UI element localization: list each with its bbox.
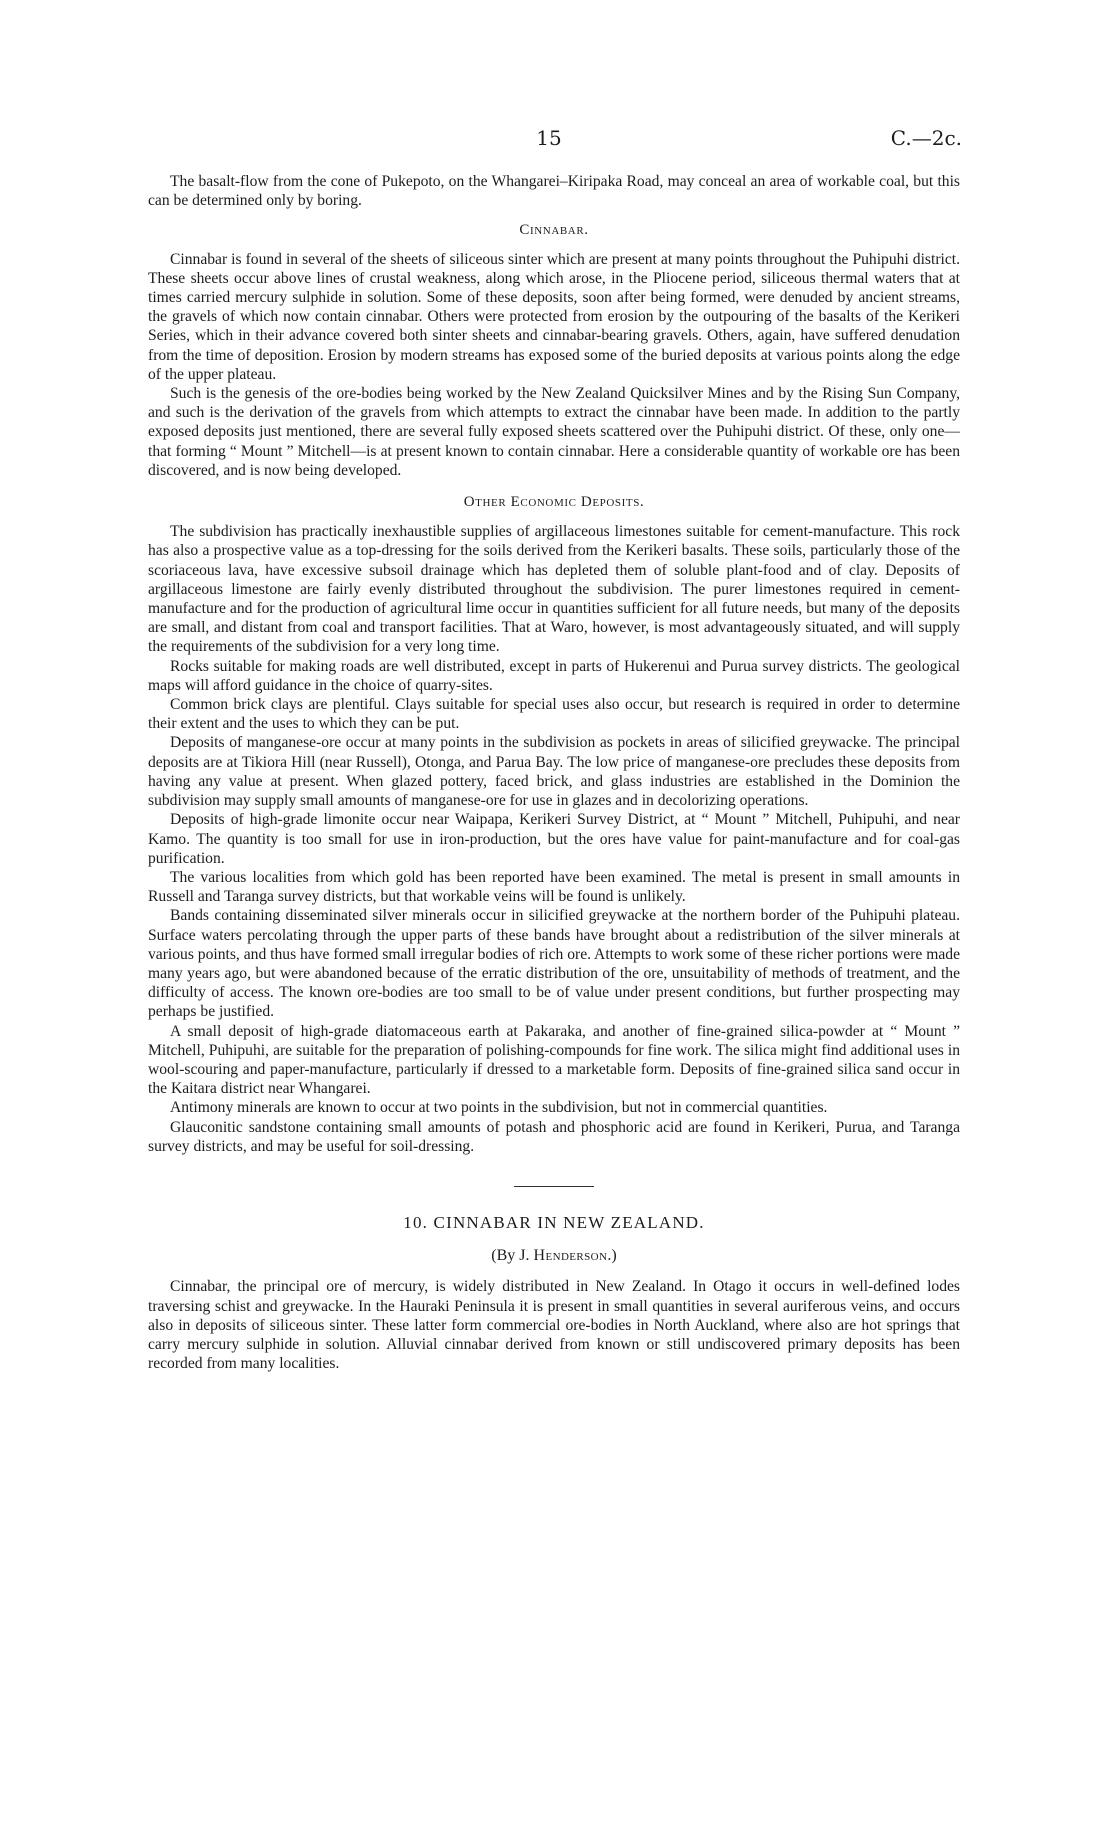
paragraph: The basalt-flow from the cone of Pukepoto, on the Whangarei–Kiripaka Road, may conceal an area of workable coal, but this can be determined only by boring. [148,173,960,210]
paragraph: Glauconitic sandstone containing small amounts of potash and phosphoric acid are found in Kerikeri, Purua, and Taranga survey districts, and may be useful for soil-dressing. [148,1118,960,1155]
section-heading-other-deposits: Other Economic Deposits. [463,494,645,511]
paragraph: Bands containing disseminated silver minerals occur in silicified greywacke at the northern border of the Puhipuhi plateau. Surface waters percolating through the upper parts of these bands have brought about a redistribution of the silver minerals at various points, and thus have formed small irregular bodies of rich ore. Attempts to work some of these richer portions were made many years ago, but were abandoned because of the erratic distribution of the ore, unsuitability of methods of treatment, and the difficulty of access. The known ore-bodies are too small to be of value under present conditions, but further prospecting may perhaps be justified. [148,907,960,1021]
author-byline [148,1246,960,1265]
paragraph: Cinnabar, the principal ore of mercury, is widely distributed in New Zealand. In Otago it occurs in well-defined lodes traversing schist and greywacke. In the Hauraki Peninsula it is present in small quantities in several auriferous veins, and occurs also in deposits of siliceous sinter. These latter form commercial ore-bodies in North Auckland, where also are hot springs that carry mercury sulphide in solution. Alluvial cinnabar derived from known or still undiscovered primary deposits has been recorded from many localities. [148,1278,960,1373]
paragraph: A small deposit of high-grade diatomaceous earth at Pakaraka, and another of fine-grained silica-powder at “ Mount ” Mitchell, Puhipuhi, are suitable for the preparation of polishing-compounds for fine work. The silica might find additional uses in wool-scouring and paper-manufacture, particularly if dressed to a marketable form. Deposits of fine-grained silica sand occur in the Kaitara district near Whangarei. [148,1022,960,1098]
section-heading-cinnabar: Cinnabar. [519,222,589,239]
document-code: C.—2c. [890,126,962,150]
chapter-title: 10. CINNABAR IN NEW ZEALAND. [403,1212,705,1232]
paragraph: The subdivision has practically inexhaustible supplies of argillaceous limestones suitable for cement-manufacture. This rock has also a prospective value as a top-dressing for the soils derived from the Kerikeri basalts. These soils, particularly those of the scoriaceous lava, have excessive subsoil drainage which has depleted them of soluble plant-food and of clay. Deposits of argillaceous limestone are fairly evenly distributed throughout the subdivision. The purer limestones required in cement-manufacture and for the production of agricultural lime occur in quantities sufficient for all future needs, but many of the deposits are small, and distant from coal and transport facilities. That at Waro, however, is most advantageously situated, and will supply the requirements of the subdivision for a very long time. [148,523,960,656]
paragraph: Such is the genesis of the ore-bodies being worked by the New Zealand Quicksilver Mines and by the Rising Sun Company, and such is the derivation of the gravels from which attempts to extract the cinnabar have been made. In addition to the partly exposed deposits just mentioned, there are several fully exposed sheets scattered over the Puhipuhi district. Of these, only one—that forming “ Mount ” Mitchell—is at present known to contain cinnabar. Here a considerable quantity of workable ore has been discovered, and is now being developed. [148,385,960,479]
page-number: 15 [536,126,562,150]
section-divider [514,1186,594,1187]
paragraph: Deposits of manganese-ore occur at many points in the subdivision as pockets in areas of silicified greywacke. The principal deposits are at Tikiora Hill (near Russell), Otonga, and Parua Bay. The low price of manganese-ore precludes these deposits from having any value at present. When glazed pottery, faced brick, and glass industries are established in the Dominion the subdivision may supply small amounts of manganese-ore for use in glazes and in decolorizing operations. [148,734,960,810]
author-name: Henderson [533,1247,608,1265]
paragraph: Rocks suitable for making roads are well distributed, except in parts of Hukerenui and Purua survey districts. The geological maps will afford guidance in the choice of quarry-sites. [148,657,960,694]
paragraph: Antimony minerals are known to occur at two points in the subdivision, but not in commercial quantities. [170,1099,828,1117]
paragraph: Cinnabar is found in several of the sheets of siliceous sinter which are present at many points throughout the Puhipuhi district. These sheets occur above lines of crustal weakness, along which arose, in the Pliocene period, siliceous thermal waters that at times carried mercury sulphide in solution. Some of these deposits, soon after being formed, were denuded by ancient streams, the gravels of which now contain cinnabar. Others were protected from erosion by the outpouring of the basalts of the Kerikeri Series, which in their advance covered both sinter sheets and cinnabar-bearing gravels. Others, again, have suffered denudation from the time of deposition. Erosion by modern streams has exposed some of the buried deposits at various points along the edge of the upper plateau. [148,250,960,383]
paragraph: The various localities from which gold has been reported have been examined. The metal is present in small amounts in Russell and Taranga survey districts, but that workable veins will be found is unlikely. [148,868,960,906]
paragraph: Deposits of high-grade limonite occur near Waipapa, Kerikeri Survey District, at “ Mount ” Mitchell, Puhipuhi, and near Kamo. The quantity is too small for use in iron-production, but the ores have value for paint-manufacture and for coal-gas purification. [148,811,960,867]
byline-suffix: .) [607,1247,617,1265]
body-text [148,172,960,1373]
paragraph: Common brick clays are plentiful. Clays suitable for special uses also occur, but research is required in order to determine their extent and the uses to which they can be put. [148,696,960,733]
byline-prefix: (By J. [491,1247,534,1265]
